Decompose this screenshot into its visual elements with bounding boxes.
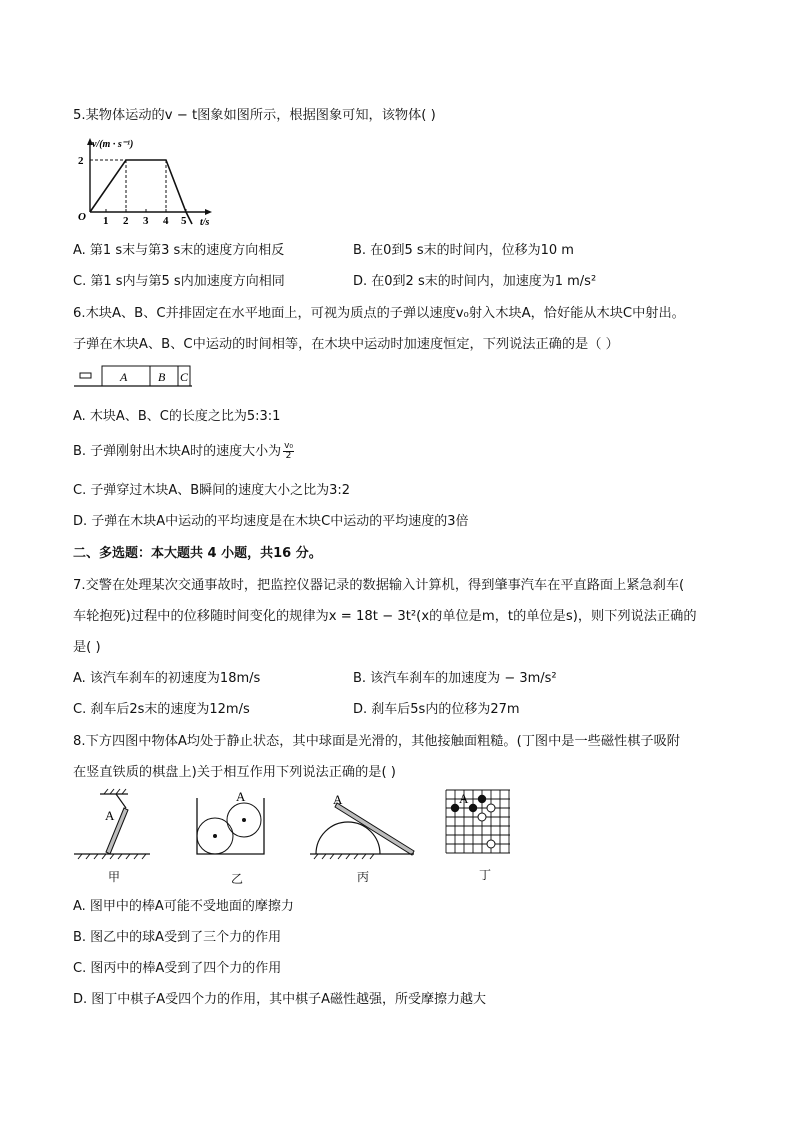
q8-option-d: D. 图丁中棋子A受四个力的作用，其中棋子A磁性越强，所受摩擦力越大 <box>73 992 487 1007</box>
q7-option-c: C. 刹车后2s末的速度为12m/s <box>73 702 250 717</box>
q8-stem-line2: 在竖直铁质的棋盘上)关于相互作用下列说法正确的是( ) <box>73 765 396 780</box>
q5-stem: 5.某物体运动的v − t图象如图所示，根据图象可知，该物体( ) <box>73 108 436 123</box>
q8-option-b: B. 图乙中的球A受到了三个力的作用 <box>73 930 282 945</box>
q6-block-a-label: A <box>120 370 128 384</box>
q7-stem-line3: 是( ) <box>73 640 101 655</box>
q8-yi-object-label: A <box>236 789 246 804</box>
q5-graph-x-tick: 4 <box>163 215 169 226</box>
q5-graph-x-tick: 1 <box>103 215 109 226</box>
q6-option-d: D. 子弹在木块A中运动的平均速度是在木块C中运动的平均速度的3倍 <box>73 514 469 529</box>
q6-stem-line1: 6.木块A、B、C并排固定在水平地面上，可视为质点的子弹以速度v₀射入木块A，恰好能从木块C中射出。 <box>73 306 685 321</box>
q8-option-a: A. 图甲中的棒A可能不受地面的摩擦力 <box>73 899 294 914</box>
q5-graph-x-tick: 2 <box>123 215 129 226</box>
q5-graph-y-tick: 2 <box>78 155 84 167</box>
q5-option-a: A. 第1 s末与第3 s末的速度方向相反 <box>73 243 285 258</box>
q7-option-d: D. 刹车后5s内的位移为27m <box>353 702 520 717</box>
q6-option-b-fraction <box>283 442 294 461</box>
q8-figure-jia <box>68 788 152 862</box>
q5-option-d: D. 在0到2 s末的时间内，加速度为1 m/s² <box>353 274 597 289</box>
q5-option-b: B. 在0到5 s末的时间内，位移为10 m <box>353 243 574 258</box>
q8-figure-bing <box>308 788 418 862</box>
q6-fraction-numerator: v₀ <box>284 441 294 451</box>
section-heading-multiple-choice: 二、多选题：本大题共 4 小题，共16 分。 <box>73 546 322 561</box>
q7-stem-line2: 车轮抱死)过程中的位移随时间变化的规律为x = 18t − 3t²(x的单位是m，t的单位是s)，则下列说法正确的 <box>73 609 697 624</box>
q6-fraction-denominator: 2 <box>285 451 292 461</box>
q6-option-c: C. 子弹穿过木块A、B瞬间的速度大小之比为3:2 <box>73 483 351 498</box>
q6-block-c-label: C <box>180 370 189 384</box>
q5-option-c: C. 第1 s内与第5 s内加速度方向相同 <box>73 274 285 289</box>
q5-graph-x-tick: 5 <box>181 215 187 226</box>
q8-stem-line1: 8.下方四图中物体A均处于静止状态，其中球面是光滑的，其他接触面粗糙。(丁图中是一些磁性棋子吸附 <box>73 734 680 749</box>
q8-caption-bing: 丙 <box>357 870 370 884</box>
q6-option-b <box>73 440 294 461</box>
q8-caption-yi: 乙 <box>231 872 244 886</box>
q6-stem-line2: 子弹在木块A、B、C中运动的时间相等，在木块中运动时加速度恒定，下列说法正确的是（ ） <box>73 337 619 352</box>
q8-caption-jia: 甲 <box>108 870 121 884</box>
q5-vt-graph <box>68 134 228 226</box>
q6-blocks-diagram <box>74 362 196 390</box>
q6-block-b-label: B <box>158 370 166 384</box>
q7-stem-line1: 7.交警在处理某次交通事故时，把监控仪器记录的数据输入计算机，得到肇事汽车在平直路面上紧急刹车( <box>73 578 685 593</box>
q8-option-c: C. 图丙中的棒A受到了四个力的作用 <box>73 961 282 976</box>
q5-graph-origin: O <box>78 211 86 223</box>
q6-option-a: A. 木块A、B、C的长度之比为5:3:1 <box>73 409 281 424</box>
q7-option-a: A. 该汽车刹车的初速度为18m/s <box>73 671 261 686</box>
q7-option-b: B. 该汽车刹车的加速度为 − 3m/s² <box>353 671 557 686</box>
q8-jia-object-label: A <box>105 808 115 823</box>
q8-figure-ding <box>442 786 514 858</box>
q5-graph-ylabel: v/(m · s⁻¹) <box>92 139 134 150</box>
q5-graph-x-tick: 3 <box>143 215 149 226</box>
q8-bing-object-label: A <box>333 792 343 807</box>
q8-ding-object-label: A <box>459 791 469 806</box>
q5-graph-xlabel: t/s <box>200 217 210 226</box>
q8-figure-yi <box>192 788 270 862</box>
q6-option-b-text: B. 子弹刚射出木块A时的速度大小为 <box>73 444 282 459</box>
q8-caption-ding: 丁 <box>479 868 492 882</box>
